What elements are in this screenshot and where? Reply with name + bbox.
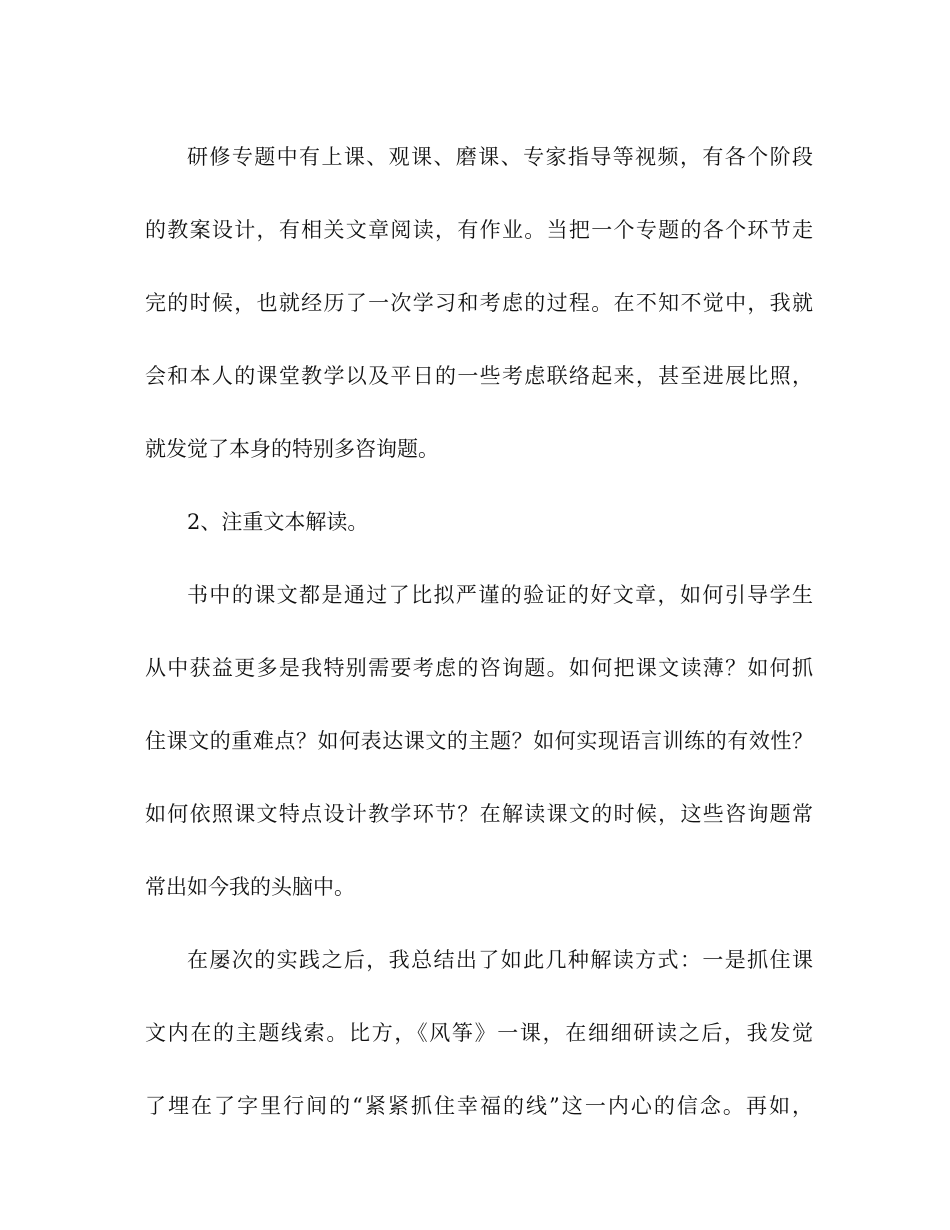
paragraph-line: 住课文的重难点？如何表达课文的主题？如何实现语言训练的有效性？: [145, 729, 813, 753]
paragraph-line: 了埋在了字里行间的“紧紧抓住幸福的线”这一内心的信念。再如，: [145, 1094, 813, 1118]
paragraph-line: 常出如今我的头脑中。: [145, 875, 355, 899]
paragraph-line: 完的时候，也就经历了一次学习和考虑的过程。在不知不觉中，我就: [145, 291, 813, 315]
section-heading: 2、注重文本解读。: [187, 510, 369, 534]
paragraph-line: 会和本人的课堂教学以及平日的一些考虑联络起来，甚至进展比照，: [145, 364, 813, 388]
paragraph-line: 就发觉了本身的特别多咨询题。: [145, 437, 439, 461]
paragraph-line: 从中获益更多是我特别需要考虑的咨询题。如何把课文读薄？如何抓: [145, 656, 813, 680]
paragraph-line: 如何依照课文特点设计教学环节？在解读课文的时候，这些咨询题常: [145, 802, 813, 826]
paragraph-line: 研修专题中有上课、观课、磨课、专家指导等视频，有各个阶段: [187, 145, 813, 169]
paragraph-line: 文内在的主题线索。比方，《风筝》一课，在细细研读之后，我发觉: [145, 1021, 813, 1045]
paragraph-line: 的教案设计，有相关文章阅读，有作业。当把一个专题的各个环节走: [145, 218, 813, 242]
paragraph-line: 在屡次的实践之后，我总结出了如此几种解读方式：一是抓住课: [187, 948, 813, 972]
document-body: [145, 130, 813, 1152]
paragraph-line: 书中的课文都是通过了比拟严谨的验证的好文章，如何引导学生: [187, 583, 813, 607]
